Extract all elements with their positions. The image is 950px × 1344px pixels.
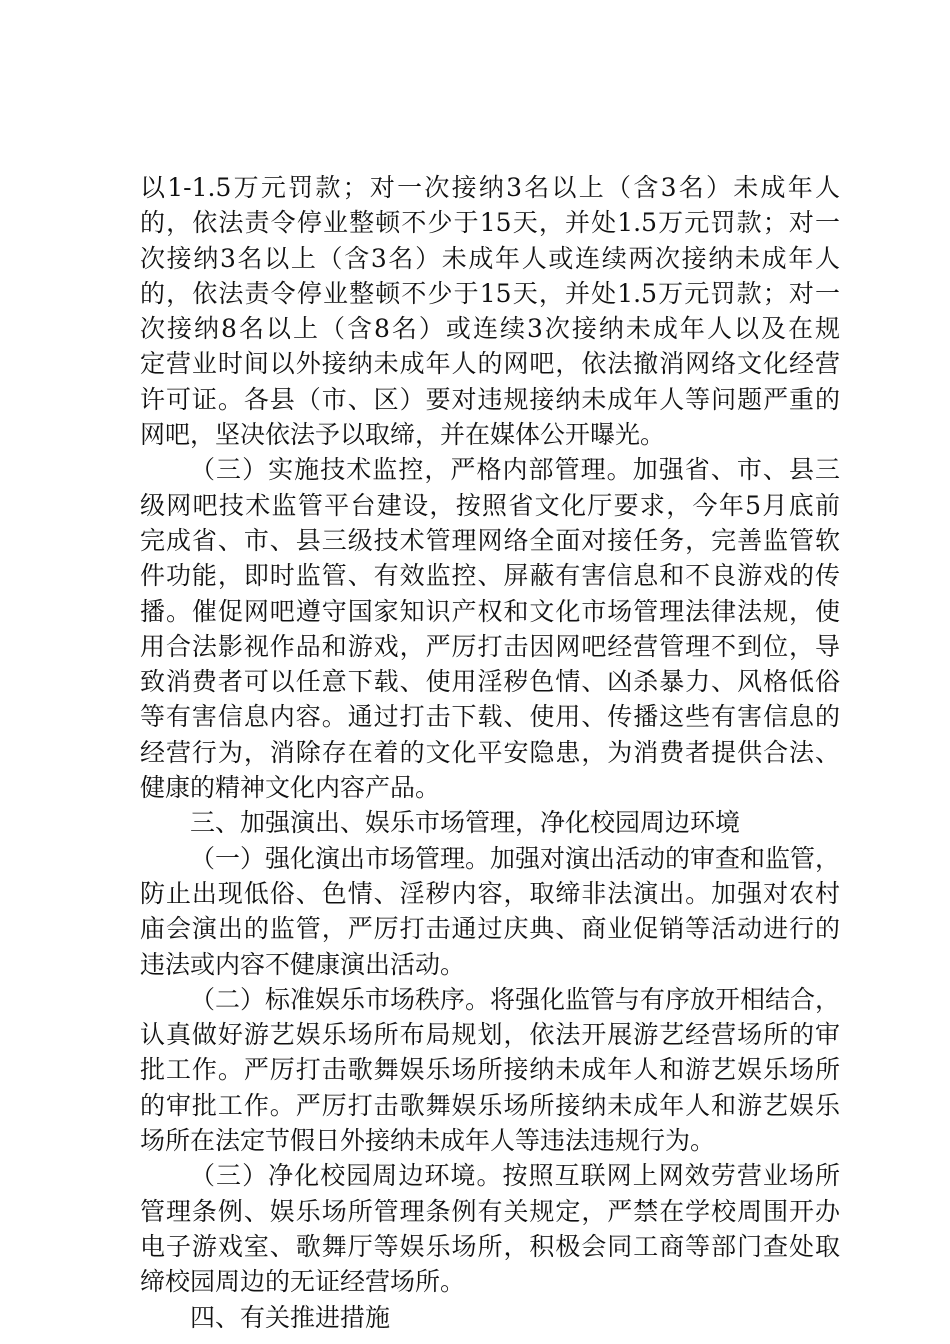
text-line: 批工作。严厉打击歌舞娱乐场所接纳未成年人和游艺娱乐场所 — [140, 1055, 840, 1085]
text-line: 健康的精神文化内容产品。 — [140, 773, 441, 803]
text-line: 定营业时间以外接纳未成年人的网吧，依法撤消网络文化经营 — [140, 349, 840, 379]
text-line: 认真做好游艺娱乐场所布局规划，依法开展游艺经营场所的审 — [140, 1020, 840, 1050]
text-line: 完成省、市、县三级技术管理网络全面对接任务，完善监管软 — [140, 525, 840, 555]
text-line: 场所在法定节假日外接纳未成年人等违法违规行为。 — [140, 1126, 716, 1156]
text-line: （二）标准娱乐市场秩序。将强化监管与有序放开相结合， — [190, 984, 840, 1014]
text-line: 许可证。各县（市、区）要对违规接纳未成年人等问题严重的 — [140, 384, 840, 414]
section-heading: 四、有关推进措施 — [190, 1302, 391, 1332]
text-line: 以1-1.5万元罚款；对一次接纳3名以上（含3名）未成年人 — [140, 173, 840, 202]
text-line: 的审批工作。严厉打击歌舞娱乐场所接纳未成年人和游艺娱乐 — [140, 1090, 840, 1120]
text-line: 级网吧技术监管平台建设，按照省文化厅要求，今年5月底前 — [140, 490, 840, 520]
text-line: （三）净化校园周边环境。按照互联网上网效劳营业场所 — [190, 1161, 840, 1191]
text-line: 的，依法责令停业整顿不少于15天，并处1.5万元罚款；对一 — [140, 208, 840, 238]
text-line: 播。催促网吧遵守国家知识产权和文化市场管理法律法规，使 — [140, 596, 840, 626]
text-line: 庙会演出的监管，严厉打击通过庆典、商业促销等活动进行的 — [140, 914, 840, 944]
text-line: （三）实施技术监控，严格内部管理。加强省、市、县三 — [190, 455, 840, 485]
text-line: 的，依法责令停业整顿不少于15天，并处1.5万元罚款；对一 — [140, 278, 840, 308]
text-line: 件功能，即时监管、有效监控、屏蔽有害信息和不良游戏的传 — [140, 561, 840, 591]
text-line: 致消费者可以任意下载、使用淫秽色情、凶杀暴力、风格低俗 — [140, 667, 840, 697]
text-line: 用合法影视作品和游戏，严厉打击因网吧经营管理不到位，导 — [140, 631, 840, 661]
text-line: 次接纳3名以上（含3名）未成年人或连续两次接纳未成年人 — [140, 243, 840, 273]
text-line: 防止出现低俗、色情、淫秽内容，取缔非法演出。加强对农村 — [140, 878, 840, 908]
text-line: 等有害信息内容。通过打击下载、使用、传播这些有害信息的 — [140, 702, 840, 732]
text-line: 管理条例、娱乐场所管理条例有关规定，严禁在学校周围开办 — [140, 1196, 840, 1226]
text-line: 电子游戏室、歌舞厅等娱乐场所，积极会同工商等部门查处取 — [140, 1231, 840, 1261]
text-line: 违法或内容不健康演出活动。 — [140, 949, 466, 979]
text-line: 网吧，坚决依法予以取缔，并在媒体公开曝光。 — [140, 420, 666, 450]
section-heading: 三、加强演出、娱乐市场管理，净化校园周边环境 — [190, 808, 741, 838]
text-line: 次接纳8名以上（含8名）或连续3次接纳未成年人以及在规 — [140, 314, 840, 344]
text-line: 缔校园周边的无证经营场所。 — [140, 1267, 466, 1297]
text-line: （一）强化演出市场管理。加强对演出活动的审查和监管， — [190, 843, 840, 873]
text-line: 经营行为，消除存在着的文化平安隐患，为消费者提供合法、 — [140, 737, 840, 767]
document-body — [140, 170, 840, 1335]
